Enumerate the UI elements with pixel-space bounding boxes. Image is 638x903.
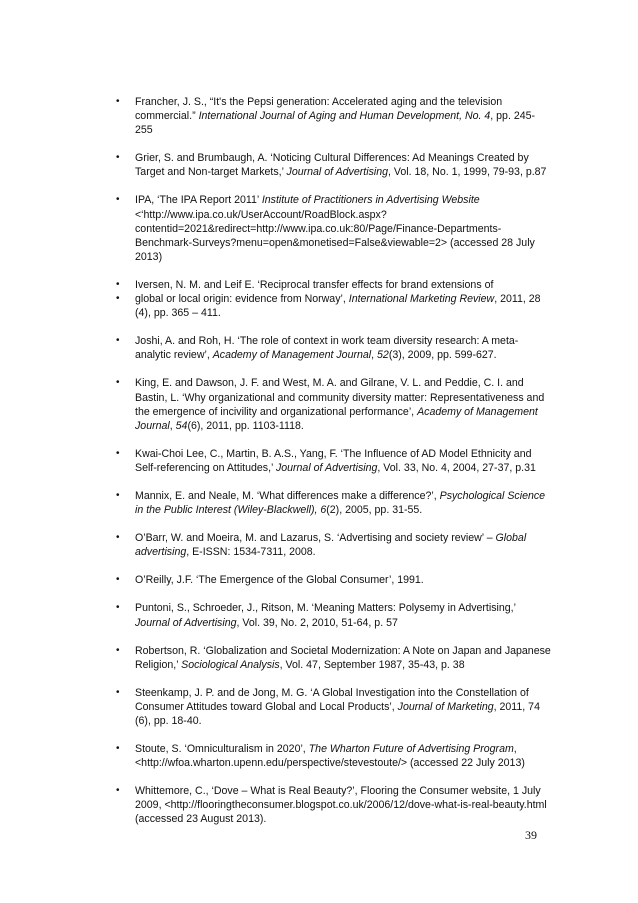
reference-text	[135, 334, 552, 362]
reference-segment: Whittemore, C., ‘Dove – What is Real Beauty?’, Flooring the Consumer website, 1 July 2009, <http://flooringtheconsumer.blogspot.co.uk/2006/12/dove-what-is-real-beauty.html (accessed 23 August 2013).	[135, 785, 547, 826]
reference-item	[116, 784, 552, 826]
reference-italic-segment: International Journal of Aging and Human Development, No. 4	[198, 110, 491, 123]
reference-item	[116, 573, 552, 587]
reference-text	[135, 784, 552, 826]
bullet-marker: •	[116, 532, 120, 544]
reference-text	[135, 489, 552, 517]
bullet-marker: •	[116, 644, 120, 656]
reference-segment: , Vol. 47, September 1987, 35-43, p. 38	[279, 658, 465, 671]
reference-italic-segment: Academy of Management Journal	[135, 405, 538, 432]
reference-italic-segment: The Wharton Future of Advertising Program	[308, 743, 514, 756]
reference-text	[135, 686, 552, 728]
reference-segment: , Vol. 18, No. 1, 1999, 79-93, p.87	[388, 166, 547, 179]
reference-segment: Stoute, S. ‘Omniculturalism in 2020’,	[135, 743, 309, 756]
bullet-marker: •	[116, 377, 120, 389]
reference-item	[116, 193, 552, 263]
reference-segment: Robertson, R. ‘Globalization and Societal Modernization: A Note on Japan and Japanese Religion,’	[135, 644, 551, 671]
reference-italic-segment: Journal of Advertising	[275, 461, 378, 474]
reference-italic-segment: Journal of Advertising	[135, 616, 237, 629]
reference-item	[116, 95, 552, 137]
reference-segment: ,	[371, 349, 378, 362]
reference-item	[116, 742, 552, 770]
reference-item	[116, 278, 552, 292]
reference-italic-segment: Institute of Practitioners in Advertising Website	[261, 194, 480, 207]
reference-item	[116, 489, 552, 517]
reference-segment: Puntoni, S., Schroeder, J., Ritson, M. ‘Meaning Matters: Polysemy in Advertising,’	[135, 602, 516, 615]
reference-italic-segment: Sociological Analysis	[181, 658, 280, 671]
reference-item	[116, 151, 552, 179]
reference-item	[116, 644, 552, 672]
reference-text	[135, 447, 552, 475]
reference-segment: ,	[169, 419, 176, 432]
reference-segment: global or local origin: evidence from Norway’,	[135, 293, 349, 306]
reference-list	[116, 95, 552, 841]
reference-segment: (6), 2011, pp. 1103-1118.	[187, 419, 304, 432]
reference-text	[135, 601, 552, 629]
bullet-marker: •	[116, 278, 120, 290]
reference-text	[135, 292, 552, 320]
bullet-marker: •	[116, 602, 120, 614]
reference-italic-segment: 52	[377, 349, 389, 362]
bullet-marker: •	[116, 335, 120, 347]
reference-text	[135, 376, 552, 432]
bullet-marker: •	[116, 293, 120, 305]
bullet-marker: •	[116, 152, 120, 164]
reference-item	[116, 376, 552, 432]
reference-segment: <‘http://www.ipa.co.uk/UserAccount/RoadBlock.aspx?contentid=2021&redirect=http://www.ipa.co.uk:80/Page/Finance-Departments-Benchmark-Surveys?menu=open&monetised=False&viewable=2> (accessed 28 July 2013)	[135, 208, 535, 263]
reference-segment: Iversen, N. M. and Leif E. ‘Reciprocal transfer effects for brand extensions of	[135, 278, 494, 291]
reference-segment: King, E. and Dawson, J. F. and West, M. A. and Gilrane, V. L. and Peddie, C. I. and Bastin, L. ‘Why organizational and community diversity matter: Representativeness and the emergence of incivility and organizational performance’,	[135, 377, 545, 418]
reference-segment: Steenkamp, J. P. and de Jong, M. G. ‘A Global Investigation into the Constellation of Consumer Attitudes toward Global and Local Products’,	[135, 686, 529, 713]
reference-segment: , 2011, 28 (4), pp. 365 – 411.	[135, 293, 541, 320]
reference-segment: , pp. 245-255	[135, 110, 536, 137]
reference-segment: Kwai-Choi Lee, C., Martin, B. A.S., Yang, F. ‘The Influence of AD Model Ethnicity and Self-referencing on Attitudes,’	[135, 447, 532, 474]
bullet-marker: •	[116, 447, 120, 459]
reference-segment: Joshi, A. and Roh, H. ‘The role of context in work team diversity research: A meta-analytic review’,	[135, 335, 519, 362]
page-number: 39	[525, 828, 537, 842]
bullet-marker: •	[116, 574, 120, 586]
reference-italic-segment: International Marketing Review	[348, 293, 495, 306]
bullet-marker: •	[116, 686, 120, 698]
bullet-marker: •	[116, 489, 120, 501]
reference-segment: (3), 2009, pp. 599-627.	[388, 349, 497, 362]
bullet-marker: •	[116, 96, 120, 107]
reference-text	[135, 95, 552, 137]
reference-text	[135, 193, 552, 263]
reference-text	[135, 644, 552, 672]
reference-italic-segment: Academy of Management Journal	[212, 349, 372, 362]
reference-item	[116, 334, 552, 362]
reference-italic-segment: Journal of Marketing	[397, 700, 494, 713]
reference-item	[116, 686, 552, 728]
reference-text	[135, 531, 552, 559]
reference-segment: IPA, ‘The IPA Report 2011’	[135, 194, 262, 207]
bullet-marker: •	[116, 785, 120, 797]
reference-segment: , Vol. 39, No. 2, 2010, 51-64, p. 57	[236, 616, 398, 629]
reference-item	[116, 531, 552, 559]
reference-italic-segment: Global advertising	[135, 532, 527, 559]
reference-segment: Francher, J. S., “It's the Pepsi generation: Accelerated aging and the television commercial.”	[135, 96, 503, 123]
reference-italic-segment: 54	[175, 419, 188, 432]
bullet-marker: •	[116, 194, 120, 206]
reference-segment: , E-ISSN: 1534-7311, 2008.	[186, 546, 316, 559]
reference-text	[135, 573, 552, 587]
reference-text	[135, 742, 552, 770]
reference-segment: Mannix, E. and Neale, M. ‘What differences make a difference?’,	[135, 489, 440, 502]
reference-segment: O’Reilly, J.F. ‘The Emergence of the Global Consumer’, 1991.	[135, 574, 424, 587]
reference-segment: (2), 2005, pp. 31-55.	[326, 504, 423, 517]
reference-segment: Grier, S. and Brumbaugh, A. ‘Noticing Cultural Differences: Ad Meanings Created by Target and Non-target Markets,’	[135, 152, 529, 179]
reference-item	[116, 292, 552, 320]
reference-segment: O’Barr, W. and Moeira, M. and Lazarus, S. ‘Advertising and society review’ –	[135, 532, 496, 545]
reference-text	[135, 278, 552, 292]
reference-italic-segment: Journal of Advertising	[286, 166, 389, 179]
reference-segment: , <http://wfoa.wharton.upenn.edu/perspective/stevestoute/> (accessed 22 July 2013)	[135, 743, 525, 770]
reference-item	[116, 601, 552, 629]
bullet-marker: •	[116, 743, 120, 755]
reference-text	[135, 151, 552, 179]
reference-item	[116, 447, 552, 475]
reference-segment: , 2011, 74 (6), pp. 18-40.	[135, 700, 540, 727]
reference-italic-segment: Psychological Science in the Public Interest (Wiley-Blackwell), 6	[135, 489, 546, 517]
reference-segment: , Vol. 33, No. 4, 2004, 27-37, p.31	[377, 461, 536, 474]
